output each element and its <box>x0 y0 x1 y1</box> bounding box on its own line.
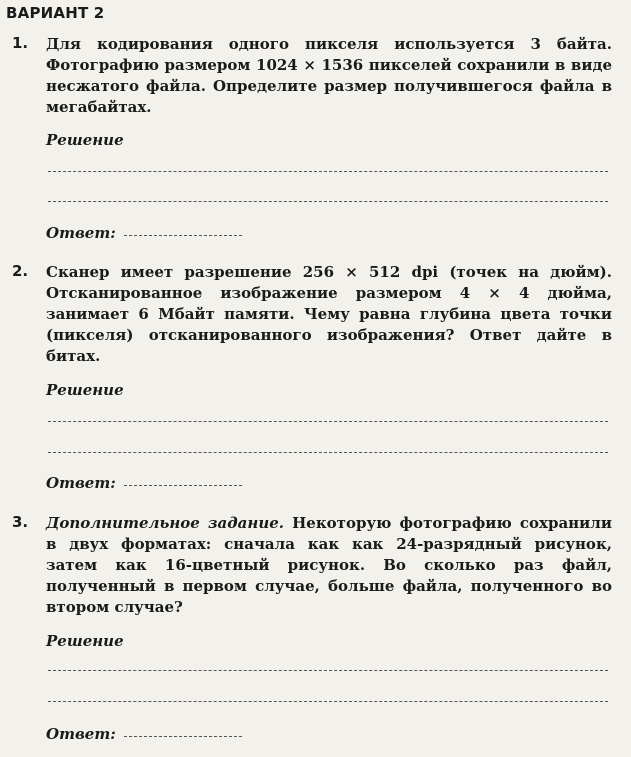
solution-line <box>48 171 608 172</box>
task-text-body: Сканер имеет разрешение 256 × 512 dpi (точек на дюйм). Отсканированное изображение размером 4 × 4 дюйма, занимает 6 Мбайт памяти. Чему равна глубина цвета точки (пикселя) отсканированного изображения? Ответ дайте в битах. <box>46 263 612 365</box>
task-intro: Дополнительное задание. <box>46 514 284 532</box>
answer-field <box>46 725 242 743</box>
task-text <box>46 34 612 118</box>
answer-field <box>46 474 242 492</box>
solution-label: Решение <box>46 381 124 399</box>
task-number: 3. <box>12 513 29 531</box>
solution-line <box>48 452 608 453</box>
solution-line <box>48 421 608 422</box>
solution-line <box>48 201 608 202</box>
task-text-body: Для кодирования одного пикселя используется 3 байта. Фотографию размером 1024 × 1536 пикселей сохранили в виде несжатого файла. Определите размер получившегося файла в мегабайтах. <box>46 35 612 116</box>
solution-line <box>48 670 608 671</box>
solution-line <box>48 701 608 702</box>
answer-line <box>124 485 242 486</box>
solution-label: Решение <box>46 131 124 149</box>
answer-field <box>46 224 242 242</box>
task-number: 1. <box>12 34 29 52</box>
variant-title: ВАРИАНТ 2 <box>6 4 105 22</box>
task-text <box>46 513 612 618</box>
task-text-body: Некоторую фотографию сохранили в двух форматах: сначала как как 24-разрядный рисунок, затем как 16-цветный рисунок. Во сколько раз файл, полученный в первом случае, больше файла, полученного во втором случае? <box>46 514 612 616</box>
answer-label: Ответ: <box>46 725 116 743</box>
answer-line <box>124 235 242 236</box>
task-text <box>46 262 612 367</box>
task-number: 2. <box>12 262 29 280</box>
solution-label: Решение <box>46 632 124 650</box>
answer-label: Ответ: <box>46 474 116 492</box>
answer-label: Ответ: <box>46 224 116 242</box>
answer-line <box>124 736 242 737</box>
